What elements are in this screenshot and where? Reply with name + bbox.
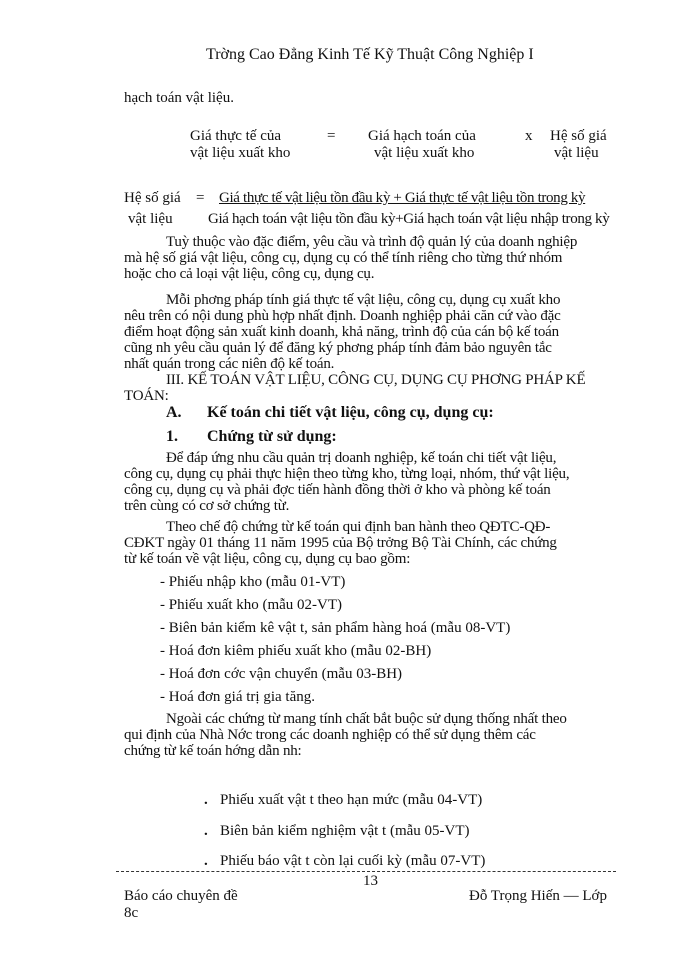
formula2-numerator: Giá thực tế vật liệu tồn đầu kỳ + Giá thực tế vật liệu tồn trong kỳ [219,190,586,206]
paragraph-line: nêu trên có nội dung phù hợp nhất định. Doanh nghiệp phải căn cứ vào đặc [124,308,561,324]
page-header-title: Trờng Cao Đẳng Kinh Tế Kỹ Thuật Công Nghiệp I [206,46,534,63]
footer-left-line2: 8c [124,905,139,921]
list-item: - Phiếu xuất kho (mẫu 02-VT) [160,597,343,613]
paragraph-line: công cụ, dụng cụ và phải đợc tiến hành đồng thời ở kho và phòng kế toán [124,482,551,498]
section-heading-line: III. KẾ TOÁN VẬT LIỆU, CÔNG CỤ, DỤNG CỤ PHƠNG PHÁP KẾ [166,372,586,388]
paragraph-line: điểm hoạt động sản xuất kinh doanh, khả năng, trình độ của cán bộ kế toán [124,324,559,340]
formula1-equals: = [327,128,336,144]
list-item: Phiếu báo vật t còn lại cuối kỳ (mẫu 07-VT) [220,853,486,869]
paragraph-price-coefficient [124,234,624,282]
paragraph-line: cũng nh yêu cầu quản lý để đăng ký phơng pháp tính đảm bảo nguyên tắc [124,340,552,356]
formula1-rhs-line1: Hệ số giá [550,128,607,144]
paragraph-line: Mỗi phơng pháp tính giá thực tế vật liệu, công cụ, dụng cụ xuất kho [166,292,561,308]
formula2-equals: = [196,190,205,206]
paragraph-additional-documents [124,711,624,759]
heading-1-label: 1. [166,428,178,445]
section-heading-line: TOÁN: [124,388,169,404]
list-item: Phiếu xuất vật t theo hạn mức (mẫu 04-VT) [220,792,483,808]
paragraph-line: trên cùng có cơ sở chứng từ. [124,498,290,514]
footer-author: Đỗ Trọng Hiến — Lớp [469,888,607,904]
paragraph-line: mà hệ số giá vật liệu, công cụ, dụng cụ có thể tính riêng cho từng thứ nhóm [124,250,563,266]
formula1-multiply: x [525,128,533,144]
bullet-icon: . [204,792,208,808]
paragraph-line: CĐKT ngày 01 tháng 11 năm 1995 của Bộ trởng Bộ Tài Chính, các chứng [124,535,557,551]
paragraph-line: công cụ, dụng cụ phải thực hiện theo từng kho, từng loại, nhóm, thứ vật liệu, [124,466,570,482]
paragraph-line: Ngoài các chứng từ mang tính chất bắt buộc sử dụng thống nhất theo [166,711,567,727]
formula1-lhs-line2: vật liệu xuất kho [190,145,291,161]
bullet-icon: . [204,853,208,869]
section-heading-iii [124,372,624,404]
formula2-denominator: Giá hạch toán vật liệu tồn đầu kỳ+Giá hạch toán vật liệu nhập trong kỳ [208,211,610,227]
list-item: - Hoá đơn cớc vận chuyển (mẫu 03-BH) [160,666,403,682]
page-number: 13 [363,873,378,889]
formula1-rhs-line2: vật liệu [554,145,599,161]
footer-left-line1: Báo cáo chuyên đề [124,888,238,904]
paragraph-line: Để đáp ứng nhu cầu quản trị doanh nghiệp, kế toán chi tiết vật liệu, [166,450,557,466]
paragraph-line: nhất quán trong các niên độ kế toán. [124,356,335,372]
paragraph-regulation [124,519,624,567]
list-item: - Hoá đơn kiêm phiếu xuất kho (mẫu 02-BH) [160,643,432,659]
paragraph-detail-accounting [124,450,624,514]
heading-a-label: A. [166,404,182,421]
paragraph-line: Tuỳ thuộc vào đặc điểm, yêu cầu và trình độ quản lý của doanh nghiệp [166,234,578,250]
intro-line: hạch toán vật liệu. [124,90,234,106]
bullet-icon: . [204,823,208,839]
paragraph-line: qui định của Nhà Nớc trong các doanh nghiệp có thể sử dụng thêm các [124,727,536,743]
list-item: - Phiếu nhập kho (mẫu 01-VT) [160,574,346,590]
paragraph-line: chứng từ kế toán hớng dẫn nh: [124,743,302,759]
paragraph-methods [124,292,624,372]
heading-1-text: Chứng từ sử dụng: [207,428,337,445]
formula1-mid-line1: Giá hạch toán của [368,128,476,144]
paragraph-line: Theo chế độ chứng từ kế toán qui định ban hành theo QĐTC-QĐ- [166,519,551,535]
heading-a-text: Kế toán chi tiết vật liệu, công cụ, dụng cụ: [207,404,494,421]
list-item: Biên bản kiểm nghiệm vật t (mẫu 05-VT) [220,823,470,839]
list-item: - Biên bản kiểm kê vật t, sản phẩm hàng hoá (mẫu 08-VT) [160,620,511,636]
formula2-label-line1: Hệ số giá [124,190,181,206]
formula2-label-line2: vật liệu [128,211,173,227]
list-item: - Hoá đơn giá trị gia tăng. [160,689,315,705]
paragraph-line: từ kế toán về vật liệu, công cụ, dụng cụ bao gồm: [124,551,411,567]
paragraph-line: hoặc cho cả loại vật liệu, công cụ, dụng cụ. [124,266,375,282]
formula1-mid-line2: vật liệu xuất kho [374,145,475,161]
formula1-lhs-line1: Giá thực tế của [190,128,282,144]
